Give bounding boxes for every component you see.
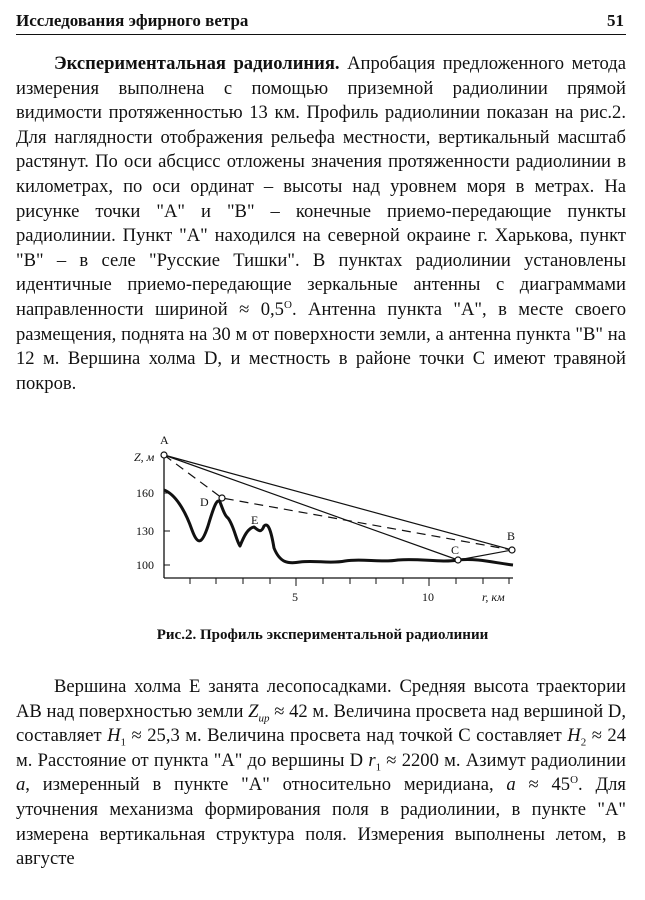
paragraph-text: . Для уточнения механизма формирования поля в радиолинии, в пункте "А" измерена вертикальная структура поля. Измерения выполнены летом, в августе [16,774,626,870]
x-axis-label: r, км [482,590,505,604]
var-z-sub: ир [258,712,270,725]
var-h1: H [107,725,121,747]
label-D: D [200,495,209,509]
point-B-marker [509,547,515,553]
x-tick-label: 5 [292,590,298,604]
profile-plot [130,430,530,610]
point-C-marker [455,557,461,563]
x-ticks [190,578,509,586]
figure-caption: Рис.2. Профиль экспериментальной радиолинии [156,627,489,643]
paragraph-text: Апробация предложенного метода измерения выполнена с помощью приземной радиолинии прямой видимости протяженностью 13 км. Профиль радиолинии показан на рис.2. Для наглядности отображения рельефа местности, вертикальный масштаб растянут. По оси абсцисс отложены значения протяженности радиолинии в километрах, по оси ординат – высоты над уровнем моря в метрах. На рисунке точки "А" и "В" – конечные приемо-передающие пункты радиолинии. Пункт "А" находился на северной окраине г. Харькова, пункт "В" – в селе "Русские Тишки". В пунктах радиолинии установлены идентичные приемо-передающие зеркальные антенны с диаграммами направленности шириной ≈ 0,5 [16,53,626,320]
degree-mark: О [283,298,292,311]
paragraph-text: , измеренный в пункте "А" относительно меридиана, [25,774,507,796]
y-tick-label: 160 [136,486,154,500]
var-r1: r [368,749,376,771]
point-A-marker [161,452,167,458]
y-tick-label: 130 [136,524,154,538]
paragraph-text: Вершина холма Е занята лесопосадками. Средняя высота траектории АВ над поверхностью земли [16,676,626,722]
var-r1-sub: 1 [375,761,382,774]
paragraph-lead: Экспериментальная радиолиния. [54,53,340,74]
paragraph-text: ≈ 25,3 м. Величина просвета над точкой С составляет [126,725,568,747]
var-h2: H [567,725,581,747]
figure-radiolink-profile [130,430,530,610]
paragraph-text: ≈ 2200 м. Азимут радиолинии [381,749,626,771]
ray-C-B [458,550,512,560]
paragraph-text: ≈ 24 м. Расстояние от пункта "А" до вершины D [16,725,627,771]
label-A: A [160,433,169,447]
paragraph-radiolink [16,52,626,396]
label-C: C [451,543,460,557]
var-h1-sub: 1 [120,736,127,749]
paragraph-text: ≈ 42 м. Величина просвета над вершиной D, составляет [16,700,626,747]
var-a: a [506,774,516,796]
running-head-title: Исследования эфирного ветра [16,11,249,30]
label-B: B [507,529,516,543]
running-head [16,8,626,35]
paragraph-text: . Антенна пункта "А", в месте своего размещения, поднята на 30 м от поверхности земли, а антенна пункта "В" на 12 м. Вершина холма D, и местность в районе точки С имеют травяной покров. [16,298,626,394]
var-a: a [16,774,26,796]
page-number: 51 [607,11,624,30]
x-tick-label: 10 [422,590,434,604]
terrain-profile-line [164,490,516,565]
paragraph-text: ≈ 45 [515,774,571,796]
var-h2-sub: 2 [580,736,587,749]
var-z: Z [248,700,259,722]
label-E: E [251,513,259,527]
paragraph-hill-e [16,675,626,872]
point-D-marker [219,495,225,501]
y-tick-label: 100 [136,558,154,572]
y-axis-label: Z, м [134,450,155,464]
degree-mark: О [570,774,579,787]
